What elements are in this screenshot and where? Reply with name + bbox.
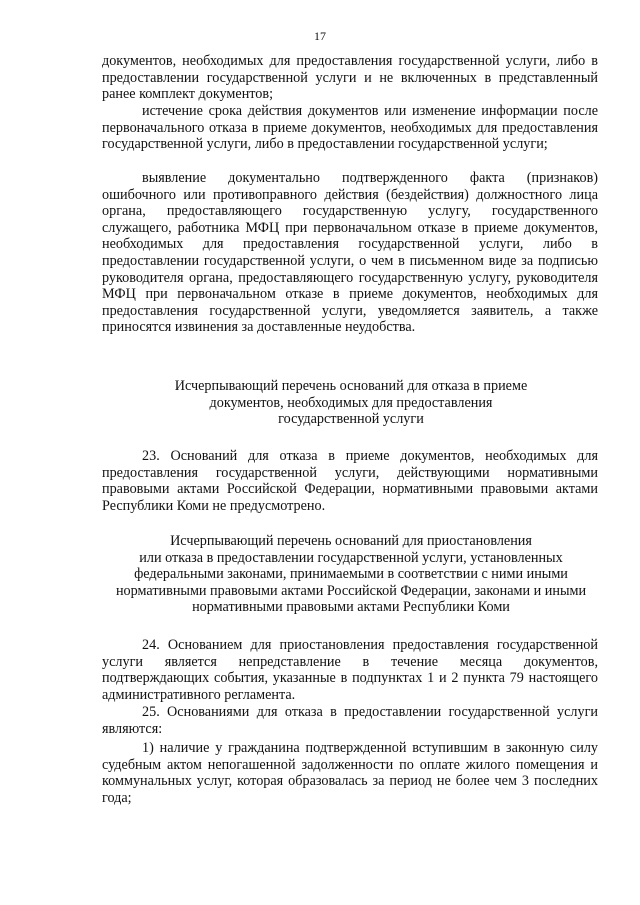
paragraph-23: 23. Оснований для отказа в приеме документов, необходимых для предоставления государственной услуги, действующими нормативными правовыми актами Российской Федерации, нормативными правовыми актами Республики Коми не предусмотрено. [102,448,598,514]
paragraph-25-item-1: 1) наличие у гражданина подтвержденной вступившим в законную силу судебным актом непогашенной задолженности по оплате жилого помещения и коммунальных услуг, которая образовалась за период не более чем 3 последних года; [102,740,598,806]
heading-line: государственной услуги [278,411,424,428]
heading-line: нормативными правовыми актами Республики Коми [192,599,510,616]
heading-line: федеральными законами, принимаемыми в соответствии с ними иными [134,566,568,583]
heading-line: Исчерпывающий перечень оснований для отказа в приеме [174,378,528,394]
page-number: 17 [314,29,326,43]
bullet-document-expiry: истечение срока действия документов или изменение информации после первоначального отказа в приеме документов, необходимых для предоставления государственной услуги, либо в предоставлении государственной услуги; [102,103,598,153]
paragraph-25: 25. Основаниями для отказа в предоставлении государственной услуги являются: [102,704,598,737]
section-heading-suspension-refusal [96,533,606,616]
heading-line: или отказа в предоставлении государственной услуги, установленных [139,549,563,566]
bullet-erroneous-action: выявление документально подтвержденного факта (признаков) ошибочного или противоправного действия (бездействия) должностного лица органа, предоставляющего государственную услугу, государственного служащего, работника МФЦ при первоначальном отказе в приеме документов, необходимых для предоставления государственной услуги, либо в предоставлении государственной услуги, о чем в письменном виде за подписью руководителя органа, предоставляющего государственную услугу, руководителя МФЦ при первоначальном отказе в приеме документов, необходимых для предоставления государственной услуги, уведомляется заявитель, а также приносятся извинения за доставленные неудобства. [102,170,598,336]
continuation-paragraph: документов, необходимых для предоставления государственной услуги, либо в предоставлении государственной услуги и не включенных в представленный ранее комплект документов; [102,53,598,103]
heading-line: документов, необходимых для предоставления [209,394,493,411]
heading-line: нормативными правовыми актами Российской Федерации, законами и иными [115,582,587,599]
paragraph-24: 24. Основанием для приостановления предоставления государственной услуги является непредставление в течение месяца документов, подтверждающих события, указанные в подпунктах 1 и 2 пункта 79 настоящего административного регламента. [102,637,598,703]
section-heading-refusal-acceptance [96,378,606,428]
heading-line: Исчерпывающий перечень оснований для приостановления [170,533,532,549]
